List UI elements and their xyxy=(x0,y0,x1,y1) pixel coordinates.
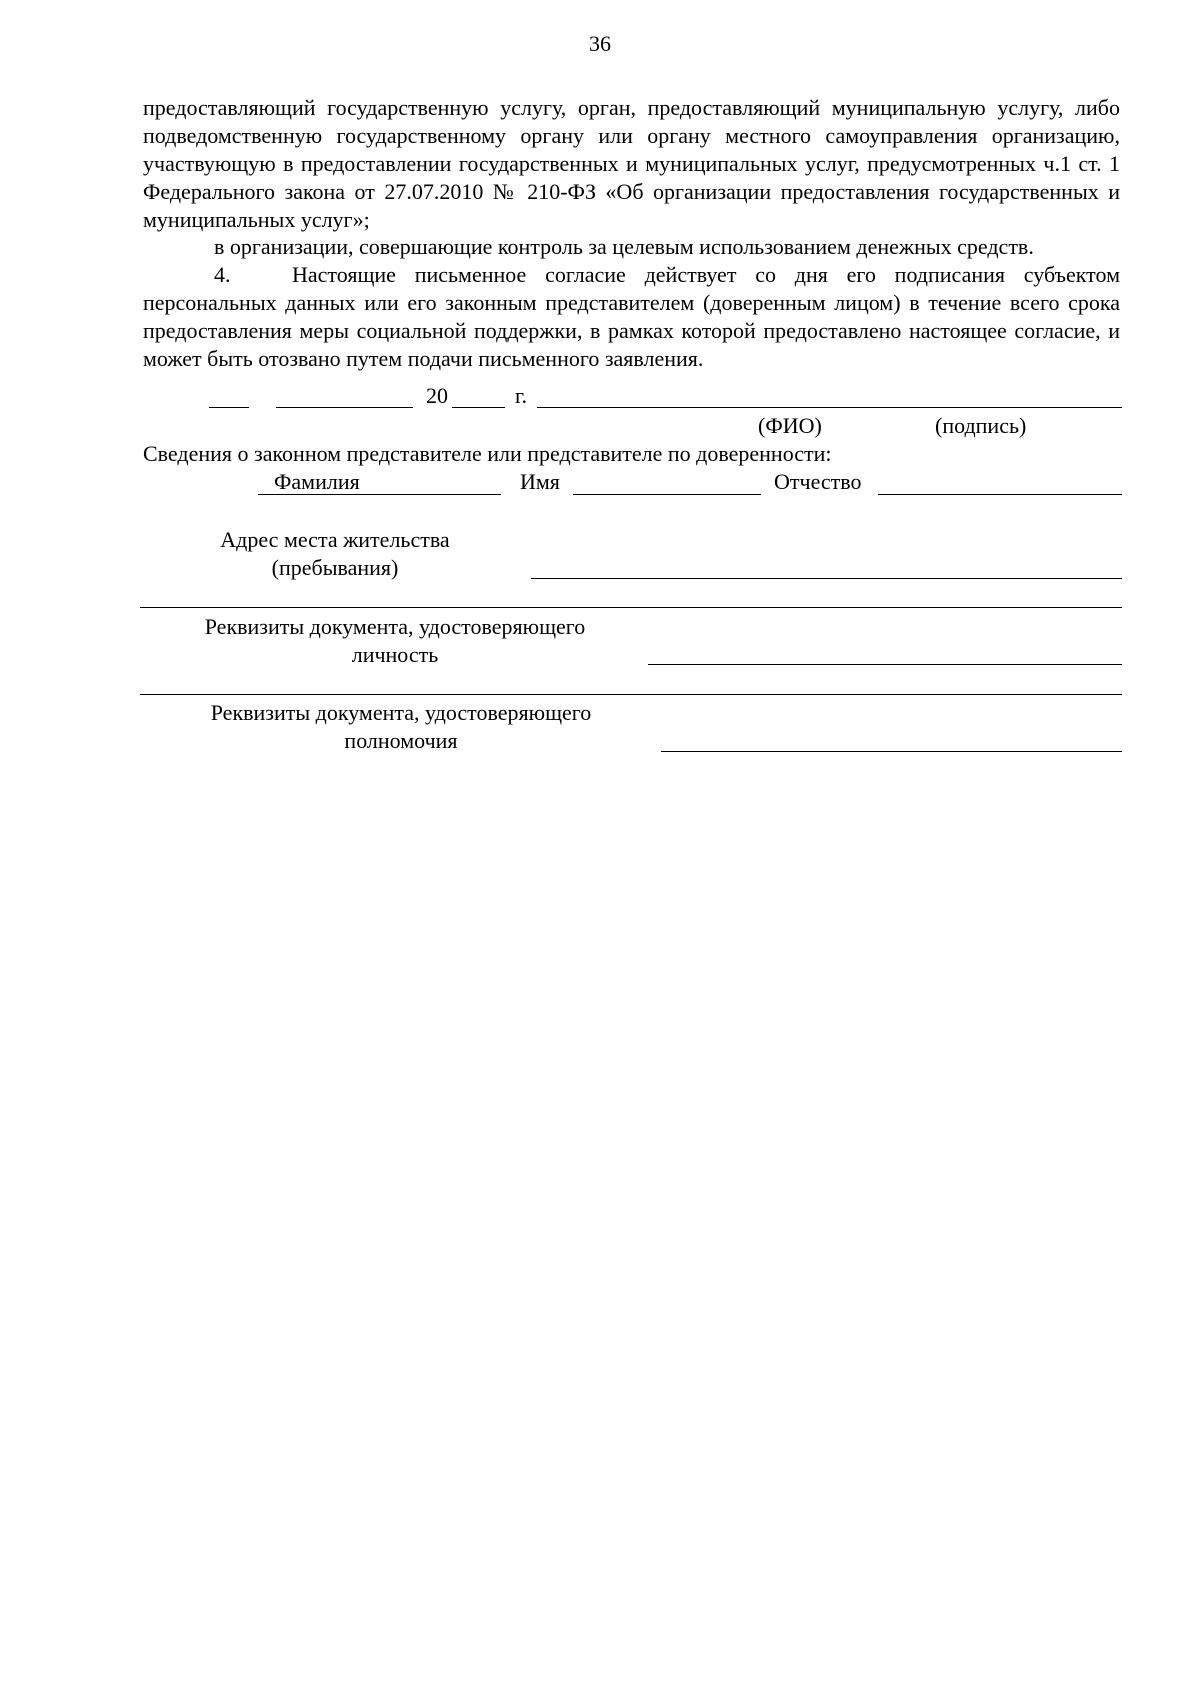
address-blank[interactable] xyxy=(531,578,1122,579)
identity-document-blank[interactable] xyxy=(648,664,1122,665)
signature-date-row xyxy=(0,382,1200,412)
month-blank[interactable] xyxy=(276,407,413,408)
first-name-blank[interactable] xyxy=(573,494,761,495)
surname-label: Фамилия xyxy=(274,469,360,494)
consent-paragraph-control: в организации, совершающие контроль за целевым использованием денежных средств. xyxy=(214,234,1034,259)
first-name-label: Имя xyxy=(520,469,560,494)
address-label xyxy=(200,526,470,582)
consent-paragraph-validity xyxy=(143,261,1120,373)
identity-divider xyxy=(140,694,1122,695)
signature-captions xyxy=(0,412,1200,440)
authority-document-blank[interactable] xyxy=(661,751,1122,752)
paragraph-number: 4. xyxy=(214,262,231,287)
fio-caption: (ФИО) xyxy=(758,413,822,438)
identity-document-label-line2: личность xyxy=(351,642,439,667)
patronymic-label: Отчество xyxy=(774,469,862,494)
year-suffix: г. xyxy=(515,383,528,408)
representative-section-title: Сведения о законном представителе или представителе по доверенности: xyxy=(143,441,832,466)
day-blank[interactable] xyxy=(209,407,249,408)
address-label-line2: (пребывания) xyxy=(271,555,399,580)
authority-document-label xyxy=(176,699,626,755)
signature-caption: (подпись) xyxy=(935,413,1027,438)
patronymic-blank[interactable] xyxy=(878,494,1122,495)
address-divider xyxy=(140,607,1122,608)
representative-name-row xyxy=(0,468,1200,498)
authority-document-label-line1: Реквизиты документа, удостоверяющего xyxy=(210,700,592,725)
identity-document-label-line1: Реквизиты документа, удостоверяющего xyxy=(204,614,586,639)
consent-paragraph-recipients: предоставляющий государственную услугу, орган, предоставляющий муниципальную услугу, либо подведомственную государственному органу или органу местного самоуправления организацию, участвующую в предоставлении государственных и муниципальных услуг, предусмотренных ч.1 ст. 1 Федерального закона от 27.07.2010 № 210-ФЗ «Об организации предоставления государственных и муниципальных услуг»; xyxy=(143,95,1120,232)
page-number: 36 xyxy=(589,31,611,56)
year-prefix: 20 xyxy=(426,383,448,408)
year-blank[interactable] xyxy=(452,407,505,408)
authority-document-label-line2: полномочия xyxy=(344,728,458,753)
fio-signature-blank[interactable] xyxy=(537,407,1122,408)
address-label-line1: Адрес места жительства xyxy=(220,527,450,552)
surname-blank[interactable] xyxy=(258,494,501,495)
identity-document-label xyxy=(170,613,620,669)
paragraph-text: Настоящие письменное согласие действует со дня его подписания субъектом персональных данных или его законным представителем (доверенным лицом) в течение всего срока предоставления меры социальной поддержки, в рамках которой предоставлено настоящее согласие, и может быть отозвано путем подачи письменного заявления. xyxy=(143,262,1120,371)
